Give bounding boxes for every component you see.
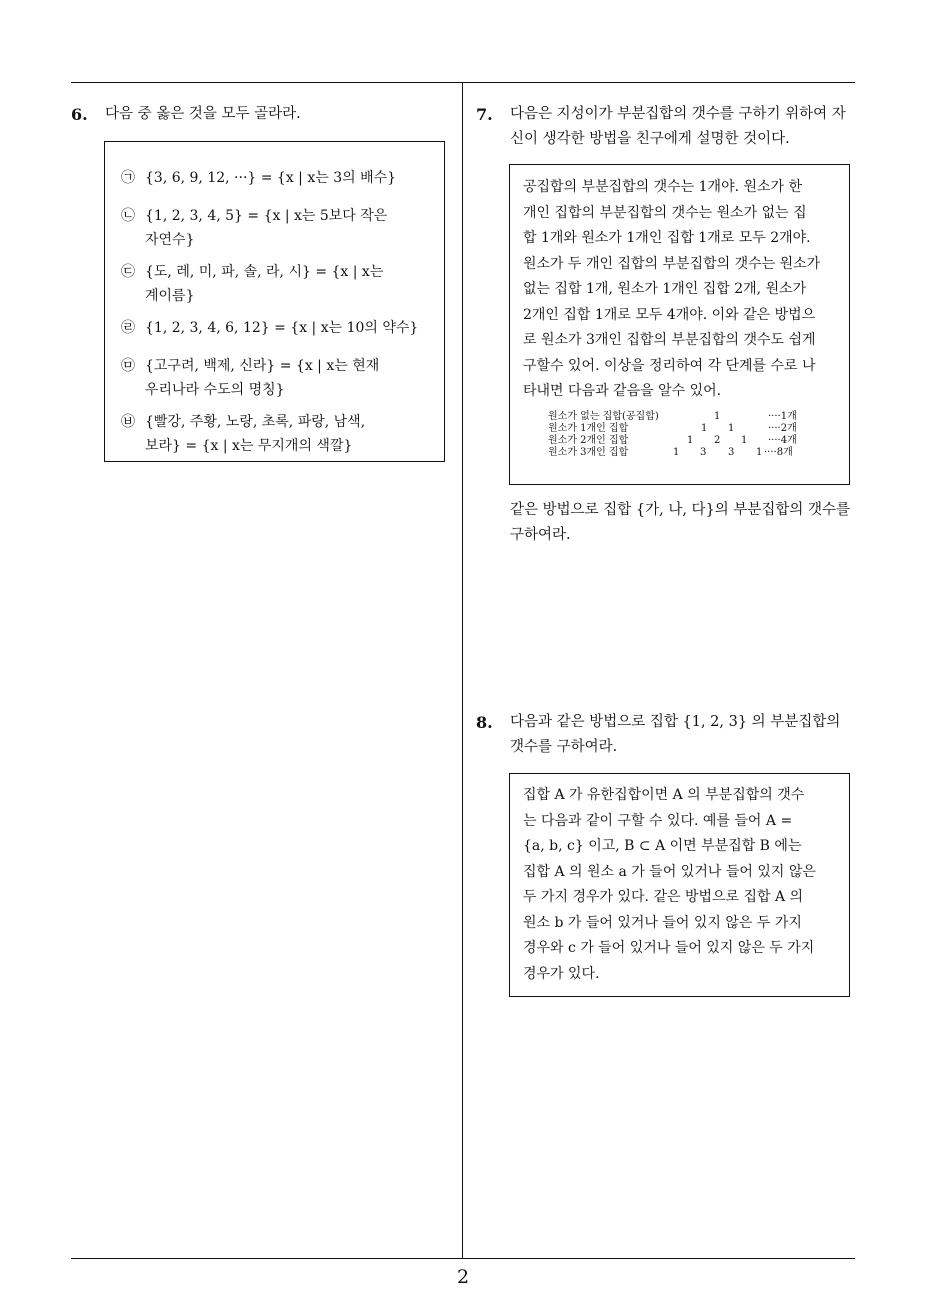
item-line: 계이름} [145, 288, 195, 304]
q8-box-line: 원소 b 가 들어 있거나 들어 있지 않은 두 가지 [523, 914, 802, 931]
q7-prompt [510, 102, 846, 152]
q8-box-line: 경우와 c 가 들어 있거나 들어 있지 않은 두 가지 [523, 940, 815, 956]
q7-box-line: 2개인 집합 1개로 모두 4개야. 이와 같은 방법으 [523, 306, 816, 323]
row-total: ····4개 [768, 435, 797, 446]
q6-item-6 [121, 410, 431, 458]
q7-box-line: 로 원소가 3개인 집합의 부분집합의 갯수도 쉽게 [523, 332, 816, 348]
q8-box-text [523, 783, 816, 987]
q8-box-line: 집합 A 가 유한집합이면 A 의 부분집합의 갯수 [523, 787, 805, 803]
q7-box-line: 없는 집합 1개, 원소가 1개인 집합 2개, 원소가 [523, 281, 807, 297]
row-value: 1 [701, 423, 708, 434]
item-line: {도, 레, 미, 파, 솔, 라, 시} = {x | x는 [145, 264, 384, 280]
item-marker: ㉣ [121, 320, 135, 336]
q8-explanation-box [509, 773, 850, 997]
item-line: 우리나라 수도의 명칭} [145, 382, 285, 398]
row-value: 3 [700, 447, 707, 458]
q7-explanation-box [509, 164, 850, 485]
q8-box-line: 경우가 있다. [523, 965, 600, 982]
q6-item-1 [121, 166, 431, 190]
pascal-table [548, 411, 848, 459]
q7-box-line: 공집합의 부분집합의 갯수는 1개야. 원소가 한 [523, 179, 803, 195]
q7-prompt-line: 신이 생각한 방법을 친구에게 설명한 것이다. [510, 131, 790, 147]
q7-after-text [510, 498, 850, 548]
item-line: {1, 2, 3, 4, 6, 12} = {x | x는 10의 약수} [145, 320, 419, 336]
row-total: ····8개 [764, 447, 793, 458]
q7-box-line: 합 1개와 원소가 1개인 집합 1개로 모두 2개야. [523, 230, 811, 246]
q8-number: 8. [476, 713, 493, 732]
item-marker: ㉥ [121, 414, 135, 430]
q7-box-line: 타내면 다음과 같음을 알수 있어. [523, 383, 722, 399]
column-divider [462, 82, 463, 1258]
row-label: 원소가 없는 집합(공집합) [548, 411, 659, 422]
table-row [548, 423, 848, 435]
item-marker: ㉤ [121, 358, 135, 374]
table-row [548, 411, 848, 423]
q8-box-line: 는 다음과 같이 구할 수 있다. 예를 들어 A = [523, 812, 793, 829]
item-marker: ㉡ [121, 208, 135, 224]
row-value: 1 [741, 435, 748, 446]
top-rule [71, 82, 855, 83]
q6-number: 6. [71, 105, 88, 124]
q7-prompt-line: 다음은 지성이가 부분집합의 갯수를 구하기 위하여 자 [510, 106, 846, 122]
q7-after-line: 구하여라. [510, 527, 571, 543]
table-row [548, 447, 848, 459]
row-label: 원소가 2개인 집합 [548, 435, 629, 446]
q7-after-line: 같은 방법으로 집합 {가, 나, 다}의 부분집합의 갯수를 [510, 502, 851, 518]
row-value: 1 [714, 411, 721, 422]
q6-item-3 [121, 260, 431, 308]
row-label: 원소가 3개인 집합 [548, 447, 629, 458]
q7-box-line: 원소가 두 개인 집합의 부분집합의 갯수는 원소가 [523, 255, 821, 272]
row-value: 1 [756, 447, 763, 458]
q7-box-line: 구할수 있어. 이상을 정리하여 각 단계를 수로 나 [523, 357, 816, 374]
row-label: 원소가 1개인 집합 [548, 423, 629, 434]
page-number: 2 [456, 1266, 470, 1288]
table-row [548, 435, 848, 447]
item-line: {1, 2, 3, 4, 5} = {x | x는 5보다 작은 [145, 208, 388, 224]
q6-choices-box [104, 141, 445, 462]
row-value: 1 [728, 423, 735, 434]
row-value: 1 [687, 435, 694, 446]
q7-number: 7. [476, 105, 493, 124]
row-value: 3 [728, 447, 735, 458]
q7-box-line: 개인 집합의 부분집합의 갯수는 원소가 없는 집 [523, 204, 807, 221]
q8-box-line: {a, b, c} 이고, B ⊂ A 이면 부분집합 B 에는 [523, 838, 802, 854]
row-value: 1 [673, 447, 680, 458]
item-line: {3, 6, 9, 12, ···} = {x | x는 3의 배수} [145, 170, 397, 186]
row-value: 2 [714, 435, 721, 446]
q6-item-4 [121, 316, 431, 340]
item-marker: ㉢ [121, 264, 135, 280]
item-line: 보라} = {x | x는 무지개의 색깔} [145, 438, 353, 454]
row-total: ····1개 [768, 411, 797, 422]
q6-item-2 [121, 204, 431, 252]
item-line: 자연수} [145, 232, 195, 248]
q8-box-line: 집합 A 의 원소 a 가 들어 있거나 들어 있지 않은 [523, 863, 816, 880]
item-marker: ㉠ [121, 170, 135, 186]
q8-prompt-line: 갯수를 구하여라. [510, 739, 618, 755]
q7-box-text [523, 175, 820, 405]
row-total: ····2개 [768, 423, 797, 434]
q8-prompt [510, 710, 840, 760]
bottom-rule [71, 1258, 855, 1259]
q6-prompt: 다음 중 옳은 것을 모두 골라라. [105, 106, 301, 122]
item-line: {고구려, 백제, 신라} = {x | x는 현재 [145, 358, 380, 374]
q8-prompt-line: 다음과 같은 방법으로 집합 {1, 2, 3} 의 부분집합의 [510, 714, 841, 730]
q8-box-line: 두 가지 경우가 있다. 같은 방법으로 집합 A 의 [523, 889, 804, 905]
q6-item-5 [121, 354, 431, 402]
item-line: {빨강, 주황, 노랑, 초록, 파랑, 남색, [145, 414, 366, 430]
